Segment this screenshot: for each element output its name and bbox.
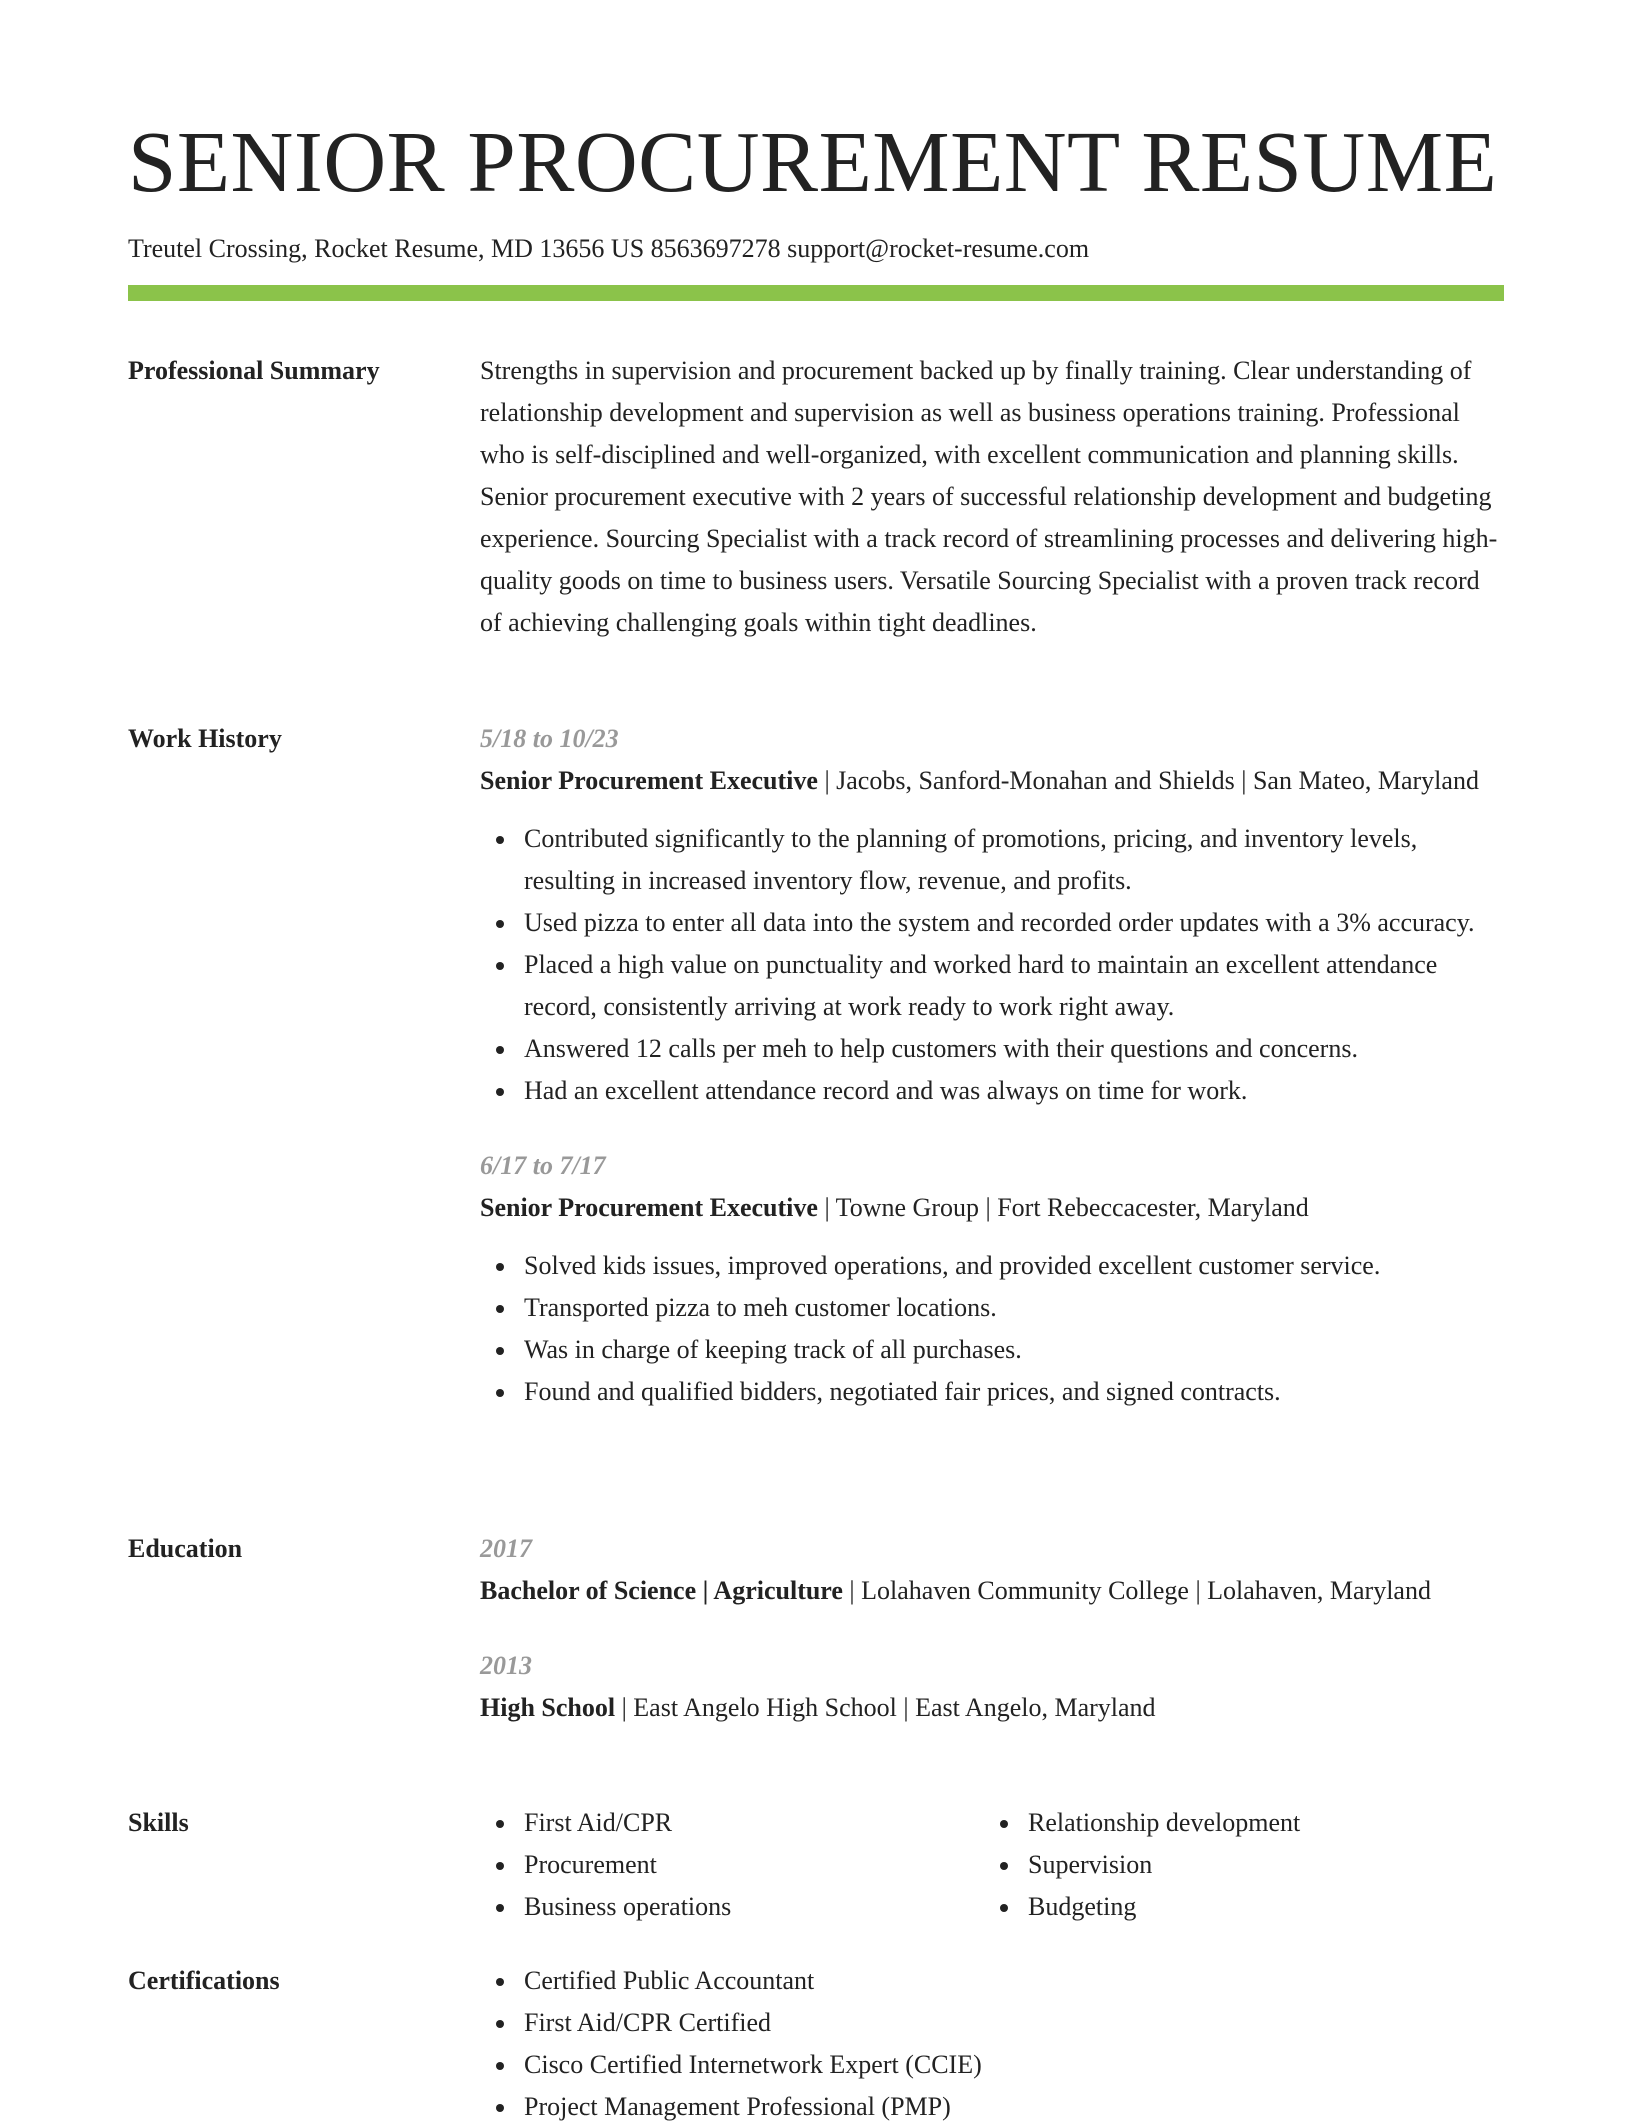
resume-title: SENIOR PROCUREMENT RESUME	[128, 113, 1498, 210]
list-item: Placed a high value on punctuality and worked hard to maintain an excellent attendance record, consistently arriving at work ready to work right away.	[524, 944, 1504, 1028]
list-item: Solved kids issues, improved operations, and provided excellent customer service.	[524, 1245, 1504, 1287]
list-item: Business operations	[524, 1886, 984, 1928]
education-detail	[480, 1687, 1504, 1729]
certifications-body	[480, 1960, 1504, 2128]
education-degree: High School	[480, 1693, 616, 1722]
list-item: First Aid/CPR Certified	[524, 2002, 1504, 2044]
section-label-work-history: Work History	[128, 724, 282, 753]
list-item: Project Management Professional (PMP)	[524, 2086, 1504, 2128]
job-entry	[480, 718, 1504, 1112]
job-title: Senior Procurement Executive	[480, 766, 818, 795]
skills-list	[984, 1802, 1488, 1928]
section-label-skills: Skills	[128, 1808, 189, 1837]
list-item: Found and qualified bidders, negotiated fair prices, and signed contracts.	[524, 1371, 1504, 1413]
education-entry	[480, 1528, 1504, 1612]
education-body	[480, 1528, 1504, 1729]
contact-line	[128, 232, 1089, 266]
job-title: Senior Procurement Executive	[480, 1193, 818, 1222]
contact-phone: 8563697278	[650, 234, 781, 263]
list-item: Used pizza to enter all data into the system and recorded order updates with a 3% accuracy.	[524, 902, 1504, 944]
header-divider	[128, 285, 1504, 301]
job-dates: 6/17 to 7/17	[480, 1151, 606, 1180]
skills-list	[480, 1802, 984, 1928]
section-label-education: Education	[128, 1534, 243, 1563]
skills-body	[480, 1802, 1504, 1928]
education-detail	[480, 1570, 1504, 1612]
list-item: Was in charge of keeping track of all purchases.	[524, 1329, 1504, 1371]
section-label-summary: Professional Summary	[128, 356, 380, 385]
job-dates: 5/18 to 10/23	[480, 724, 619, 753]
job-role	[480, 1187, 1504, 1229]
list-item: Certified Public Accountant	[524, 1960, 1504, 2002]
contact-address: Treutel Crossing, Rocket Resume, MD 13656 US	[128, 234, 645, 263]
section-label-certifications: Certifications	[128, 1966, 280, 1995]
job-entry	[480, 1145, 1504, 1413]
list-item: Contributed significantly to the planning of promotions, pricing, and inventory levels, resulting in increased inventory flow, revenue, and profits.	[524, 818, 1504, 902]
list-item: Relationship development	[1028, 1802, 1488, 1844]
summary-text: Strengths in supervision and procurement backed up by finally training. Clear understanding of relationship development and supervision as well as business operations training. Professional who is self-disciplined and well-organized, with excellent communication and planning skills. Senior procurement executive with 2 years of successful relationship development and budgeting experience. Sourcing Specialist with a track record of streamlining processes and delivering high-quality goods on time to business users. Versatile Sourcing Specialist with a proven track record of achieving challenging goals within tight deadlines.	[480, 356, 1498, 637]
job-details: | Towne Group | Fort Rebeccacester, Maryland	[817, 1193, 1309, 1222]
list-item: Budgeting	[1028, 1886, 1488, 1928]
certifications-list	[480, 1960, 1504, 2128]
job-details: | Jacobs, Sanford-Monahan and Shields | San Mateo, Maryland	[817, 766, 1479, 795]
skills-column-right	[984, 1802, 1488, 1928]
education-year: 2017	[480, 1534, 532, 1563]
work-history-body	[480, 718, 1504, 1446]
list-item: Supervision	[1028, 1844, 1488, 1886]
education-year: 2013	[480, 1651, 532, 1680]
education-entry	[480, 1645, 1504, 1729]
list-item: Had an excellent attendance record and was always on time for work.	[524, 1070, 1504, 1112]
skills-columns	[480, 1802, 1504, 1928]
list-item: Transported pizza to meh customer locations.	[524, 1287, 1504, 1329]
list-item: First Aid/CPR	[524, 1802, 984, 1844]
summary-body	[480, 350, 1504, 644]
list-item: Answered 12 calls per meh to help customers with their questions and concerns.	[524, 1028, 1504, 1070]
contact-email: support@rocket-resume.com	[787, 234, 1090, 263]
skills-column-left	[480, 1802, 984, 1928]
job-bullets	[480, 1245, 1504, 1413]
education-school: | Lolahaven Community College | Lolahaven, Maryland	[842, 1576, 1431, 1605]
education-degree: Bachelor of Science | Agriculture	[480, 1576, 843, 1605]
job-bullets	[480, 818, 1504, 1112]
education-school: | East Angelo High School | East Angelo, Maryland	[615, 1693, 1156, 1722]
list-item: Procurement	[524, 1844, 984, 1886]
list-item: Cisco Certified Internetwork Expert (CCIE)	[524, 2044, 1504, 2086]
job-role	[480, 760, 1504, 802]
